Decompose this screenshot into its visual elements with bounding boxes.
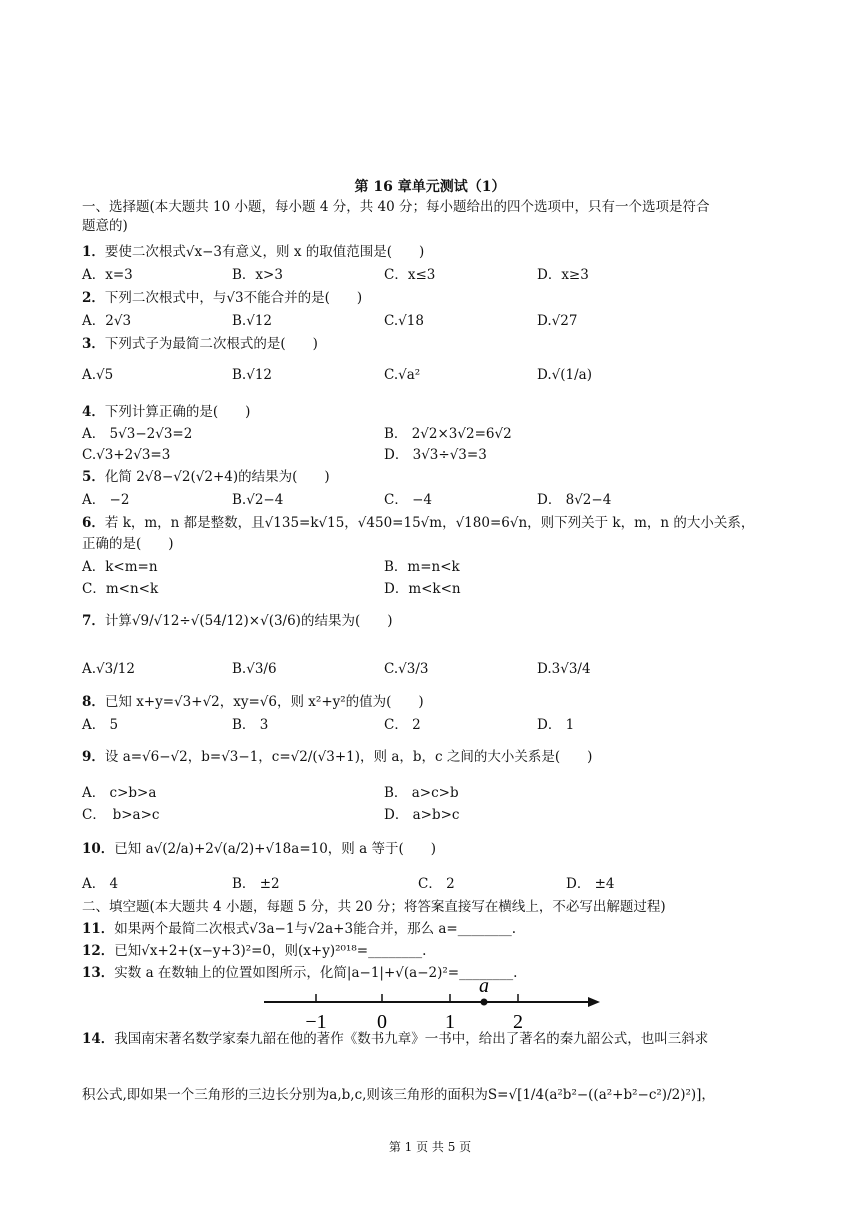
question-1: 1．要使二次根式√x−3有意义，则 x 的取值范围是( ): [82, 244, 425, 260]
q10-option-b: B． ±2: [232, 876, 280, 892]
q1-option-a: A．x=3: [82, 267, 133, 283]
q1-option-d: D．x≥3: [537, 267, 589, 283]
q8-option-d: D． 1: [537, 717, 575, 733]
q10-option-c: C． 2: [418, 876, 455, 892]
q4-option-d: D． 3√3÷√3=3: [384, 447, 487, 463]
q7-option-a: A.√3/12: [82, 661, 135, 677]
question-3: 3．下列式子为最简二次根式的是( ): [82, 336, 318, 352]
q6-option-d: D．m<k<n: [384, 581, 461, 597]
question-4: 4．下列计算正确的是( ): [82, 404, 251, 420]
q7-option-c: C.√3/3: [384, 661, 429, 677]
q6-option-a: A．k<m=n: [82, 559, 158, 575]
question-11: 11．如果两个最简二次根式√3a−1与√2a+3能合并，那么 a=________.: [82, 921, 517, 937]
section1-heading-cont: 题意的): [82, 218, 128, 234]
section1-heading: 一、选择题(本大题共 10 小题，每小题 4 分，共 40 分；每小题给出的四个选项中，只有一个选项是符合: [82, 199, 710, 215]
point-a-label: a: [479, 980, 489, 997]
q1-option-c: C．x≤3: [384, 267, 436, 283]
q9-option-c: C． b>a>c: [82, 807, 160, 823]
question-7: 7．计算√9/√12÷√(54/12)×√(3/6)的结果为( ): [82, 613, 393, 629]
tick-label-0: 0: [377, 1011, 387, 1033]
q5-option-a: A． −2: [82, 492, 130, 508]
tick-label-1: 1: [445, 1011, 455, 1033]
q6-option-b: B．m=n<k: [384, 559, 460, 575]
q3-option-c: C.√a²: [384, 367, 421, 383]
q8-option-c: C． 2: [384, 717, 421, 733]
q5-option-d: D． 8√2−4: [537, 492, 612, 508]
question-6-cont: 正确的是( ): [82, 536, 174, 552]
page-footer: 第 1 页 共 5 页: [388, 1140, 472, 1154]
q3-option-b: B.√12: [232, 367, 272, 383]
q8-option-a: A． 5: [82, 717, 119, 733]
number-line: [262, 980, 602, 1060]
point-a: [481, 999, 488, 1006]
q10-option-d: D． ±4: [566, 876, 615, 892]
section2-heading: 二、填空题(本大题共 4 小题，每题 5 分，共 20 分；将答案直接写在横线上，不必写出解题过程): [82, 899, 666, 915]
q2-option-a: A．2√3: [82, 313, 132, 329]
q2-option-c: C.√18: [384, 313, 424, 329]
q4-option-a: A． 5√3−2√3=2: [82, 426, 193, 442]
q3-option-d: D.√(1/a): [537, 367, 592, 383]
q4-option-b: B． 2√2×3√2=6√2: [384, 426, 512, 442]
q10-option-a: A． 4: [82, 876, 119, 892]
q3-option-a: A.√5: [82, 367, 114, 383]
q5-option-c: C． −4: [384, 492, 433, 508]
question-12: 12．已知√x+2+(x−y+3)²=0，则(x+y)²⁰¹⁸=________.: [82, 943, 427, 959]
q9-option-b: B． a>c>b: [384, 785, 459, 801]
question-9: 9．设 a=√6−√2，b=√3−1，c=√2/(√3+1)，则 a，b，c 之间的大小关系是( ): [82, 749, 593, 765]
question-5: 5．化简 2√8−√2(√2+4)的结果为( ): [82, 469, 330, 485]
question-10: 10．已知 a√(2/a)+2√(a/2)+√18a=10，则 a 等于( ): [82, 841, 436, 857]
q7-option-d: D.3√3/4: [537, 661, 591, 677]
q9-option-a: A． c>b>a: [82, 785, 157, 801]
q6-option-c: C．m<n<k: [82, 581, 159, 597]
number-line-arrow: [588, 997, 600, 1007]
q2-option-d: D.√27: [537, 313, 578, 329]
tick-label-neg1: −1: [305, 1011, 327, 1033]
q7-option-b: B.√3/6: [232, 661, 277, 677]
page-title: 第 16 章单元测试（1）: [354, 179, 506, 195]
question-14: 14．我国南宋著名数学家秦九韶在他的著作《数书九章》一书中，给出了著名的秦九韶公式，也叫三斜求: [82, 1031, 709, 1047]
q4-option-c: C.√3+2√3=3: [82, 447, 171, 463]
question-13: 13．实数 a 在数轴上的位置如图所示，化简|a−1|+√(a−2)²=________.: [82, 965, 518, 981]
question-14-cont: 积公式,即如果一个三角形的三边长分别为a,b,c,则该三角形的面积为S=√[1/4(a²b²−((a²+b²−c²)/2)²)]，: [82, 1087, 715, 1103]
question-8: 8．已知 x+y=√3+√2，xy=√6，则 x²+y²的值为( ): [82, 694, 424, 710]
q8-option-b: B． 3: [232, 717, 269, 733]
tick-label-2: 2: [513, 1011, 523, 1033]
q5-option-b: B.√2−4: [232, 492, 284, 508]
q1-option-b: B．x>3: [232, 267, 283, 283]
question-6: 6．若 k，m，n 都是整数，且√135=k√15，√450=15√m，√180=6√n，则下列关于 k，m，n 的大小关系，: [82, 515, 755, 531]
q2-option-b: B.√12: [232, 313, 272, 329]
question-2: 2．下列二次根式中，与√3不能合并的是( ): [82, 290, 363, 306]
q9-option-d: D． a>b>c: [384, 807, 460, 823]
